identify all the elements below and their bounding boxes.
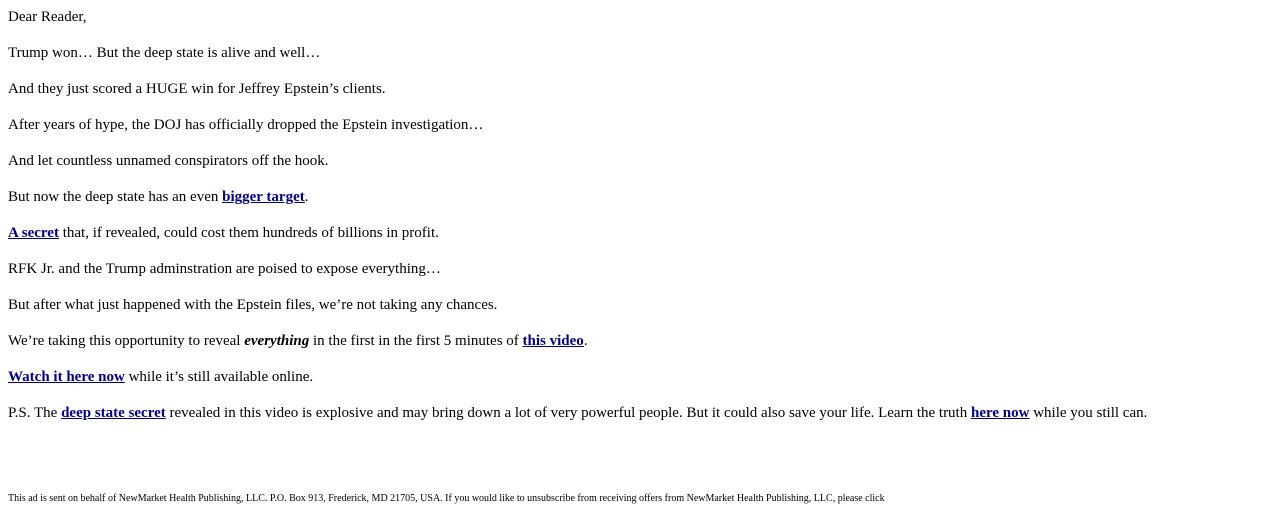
paragraph-trump-won: Trump won… But the deep state is alive and well…	[8, 45, 321, 61]
watch-it-here-now-link[interactable]: Watch it here now	[8, 369, 125, 385]
paragraph-conspirators: And let countless unnamed conspirators off the hook.	[8, 153, 329, 169]
paragraph-bigger-target	[8, 188, 1272, 224]
paragraph-doj-dropped: After years of hype, the DOJ has officially dropped the Epstein investigation…	[8, 117, 484, 133]
this-video-link[interactable]: this video	[522, 333, 584, 349]
paragraph-reveal-everything	[8, 332, 1272, 368]
paragraph-text: while you still can.	[1029, 405, 1148, 421]
a-secret-link[interactable]: A secret	[8, 225, 59, 241]
paragraph-ps	[8, 404, 1272, 440]
paragraph-watch-now	[8, 368, 1272, 404]
paragraph-huge-win: And they just scored a HUGE win for Jeffrey Epstein’s clients.	[8, 81, 386, 97]
paragraph-text: that, if revealed, could cost them hundreds of billions in profit.	[58, 225, 439, 241]
paragraph-text: revealed in this video is explosive and may bring down a lot of very powerful people. But it could also save your life. Learn the truth	[165, 405, 971, 421]
paragraph-text: while it’s still available online.	[124, 369, 314, 385]
paragraph-text: We’re taking this opportunity to reveal	[8, 333, 245, 349]
paragraph-a-secret	[8, 224, 1272, 260]
paragraph-text: P.S. The	[8, 405, 62, 421]
here-now-link[interactable]: here now	[970, 405, 1030, 421]
bigger-target-link[interactable]: bigger target	[222, 189, 305, 205]
paragraph-epstein-files: But after what just happened with the Epstein files, we’re not taking any chances.	[8, 297, 498, 313]
deep-state-secret-link[interactable]: deep state secret	[61, 405, 166, 421]
greeting: Dear Reader,	[8, 9, 87, 25]
paragraph-text: .	[304, 189, 309, 205]
paragraph-text: But now the deep state has an even	[8, 189, 223, 205]
email-body	[8, 8, 1272, 440]
paragraph-rfk: RFK Jr. and the Trump adminstration are poised to expose everything…	[8, 261, 441, 277]
footer-disclaimer: This ad is sent on behalf of NewMarket Health Publishing, LLC. P.O. Box 913, Frederick, MD 21705, USA. If you would like to unsubscribe from receiving offers from NewMarket Health Publishing, LLC, please click	[8, 493, 885, 504]
paragraph-text: in the first in the first 5 minutes of	[309, 333, 523, 349]
paragraph-text: .	[583, 333, 588, 349]
emphasis-everything: everything	[244, 333, 310, 349]
